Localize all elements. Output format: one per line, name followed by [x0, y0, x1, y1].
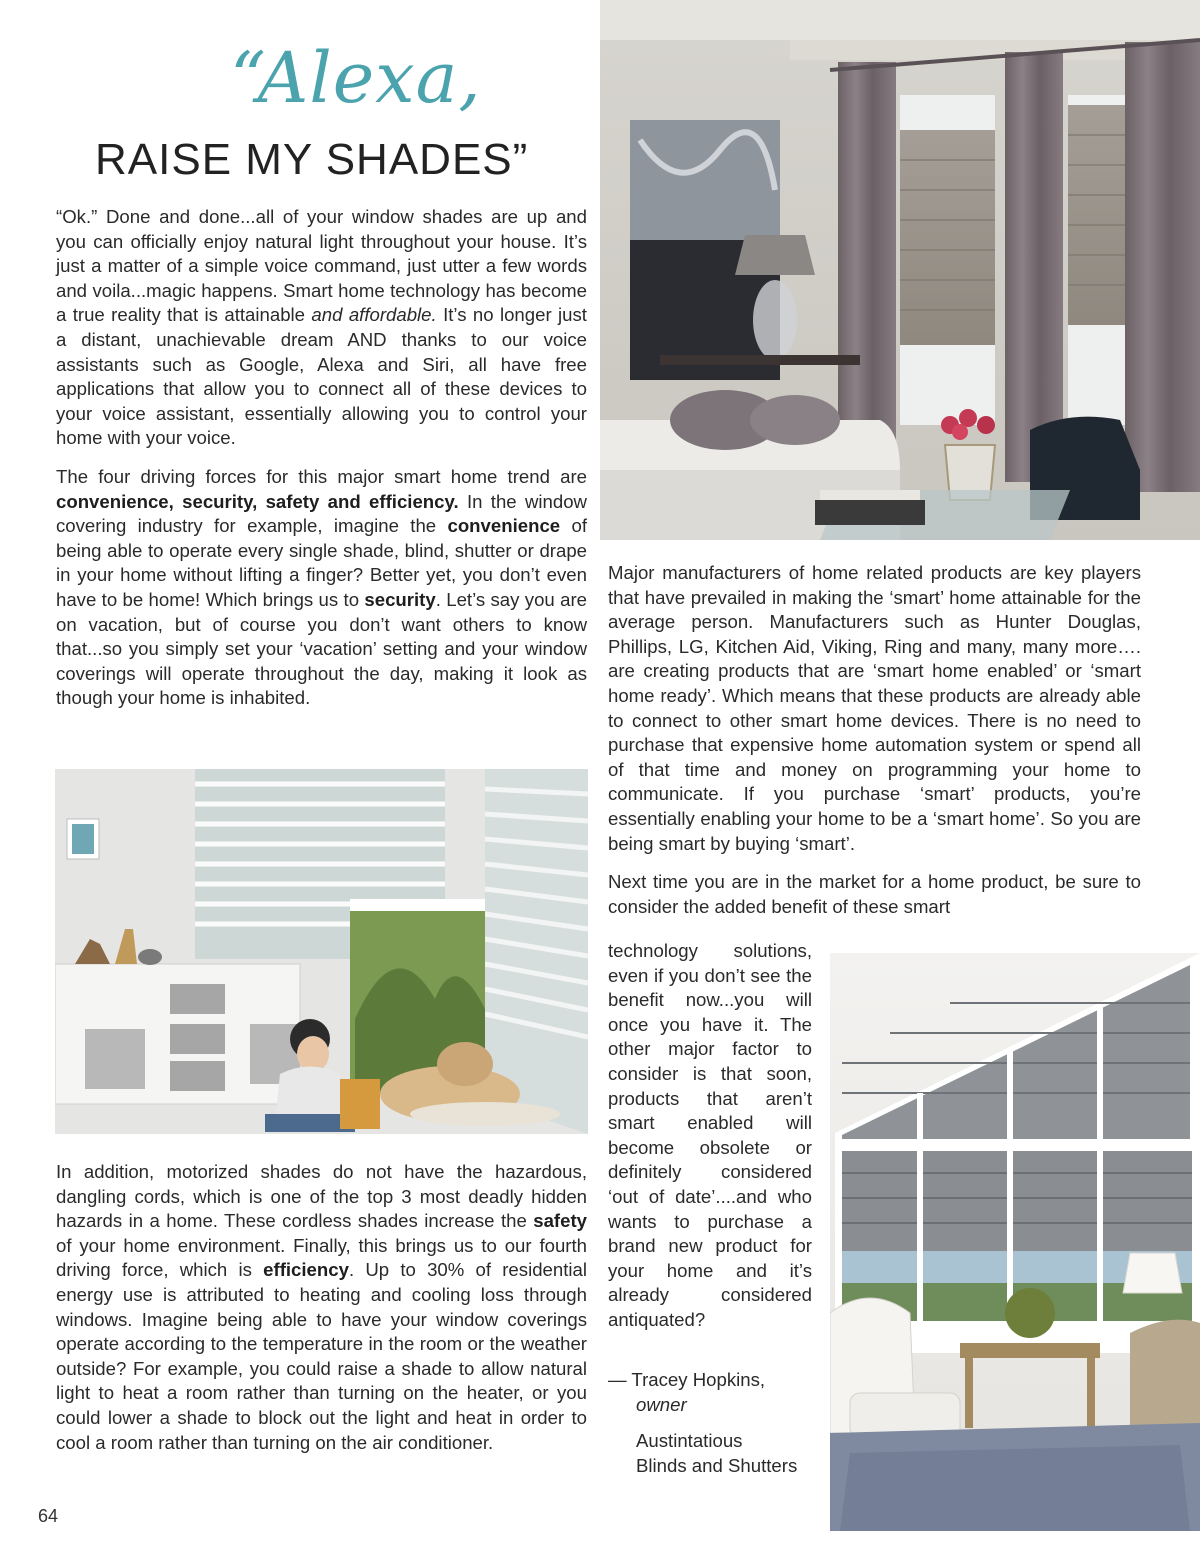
right-column-top-text	[608, 561, 1141, 919]
left-column-bottom-text	[56, 1160, 587, 1469]
safety-efficiency-paragraph: In addition, motorized shades do not have the hazardous, dangling cords, which is one of the top 3 most deadly hidden hazards in a home. These cordless shades increase the safety of your home environment. Finally, this brings us to our fourth driving force, which is efficiency. Up to 30% of residential energy use is attributed to heating and cooling loss through windows. Imagine being able to have your window coverings operate according to the temperature in the room or the weather outside? For example, you could raise a shade to allow natural light to heat a room rather than turning on the heater, or you could lower a shade to block out the light and heat in order to cool a room rather than turning on the air conditioner.	[56, 1161, 587, 1453]
vaulted-window-photo	[830, 953, 1200, 1531]
page-number: 64	[38, 1506, 59, 1526]
signature-company-line-1: Austintatious	[636, 1430, 743, 1452]
title-main: RAISE MY SHADES”	[95, 135, 529, 184]
next-time-paragraph-lead: Next time you are in the market for a home product, be sure to consider the added benefit of these smart	[608, 871, 1141, 917]
manufacturers-paragraph: Major manufacturers of home related products are key players that have prevailed in making the ‘smart’ home attainable for the average person. Manufacturers such as Hunter Douglas, Phillips, LG, Kitchen Aid, Viking, Ring and many, many more…. are creating products that are ‘smart home enabled’ or ‘smart home ready’. Which means that these products are already able to connect to other smart home devices. There is no need to purchase that expensive home automation system or spend all of that time and money on programming your home to communicate. If you purchase ‘smart’ products, you’re essentially enabling your home to be a ‘smart home’. So you are being smart by buying ‘smart’.	[608, 562, 1141, 854]
signature-role: owner	[636, 1393, 687, 1415]
intro-paragraph: “Ok.” Done and done...all of your window shades are up and you can officially enjoy natural light throughout your house. It’s just a matter of a simple voice command, just utter a few words and voila...magic happens. Smart home technology has become a true reality that is attainable and affordable. It’s no longer just a distant, unachievable dream AND thanks to our voice assistants such as Google, Alexa and Siri, all have free applications that allow you to connect all of these devices to your voice assistant, essentially allowing you to control your home with your voice.	[56, 206, 587, 449]
signature-name: — Tracey Hopkins,	[608, 1369, 766, 1390]
signature-company-line-2: Blinds and Shutters	[636, 1454, 798, 1476]
signature-block	[608, 1368, 828, 1478]
driving-forces-paragraph: The four driving forces for this major smart home trend are convenience, security, safety and efficiency. In the window covering industry for example, imagine the convenience of being able to operate every single shade, blind, shutter or drape in your home without lifting a finger? Better yet, you don’t even have to be home! Which brings us to security. Let’s say you are on vacation, but of course you don’t want others to know that...so you simply set your ‘vacation’ setting and your window coverings will operate throughout the day, making it look as though your home is inhabited.	[56, 465, 587, 709]
playroom-photo	[55, 769, 588, 1134]
title-script: “Alexa,	[230, 37, 482, 119]
living-room-photo	[600, 0, 1200, 540]
right-column-narrow-text	[608, 939, 812, 1347]
left-column-top-text	[56, 205, 587, 725]
next-time-paragraph-rest: technology solutions, even if you don’t see the benefit now...you will once you have it. The other major factor to consider is that soon, products that aren’t smart enabled will become obsolete or definitely considered ‘out of date’....and who wants to purchase a brand new product for your home and it’s already considered antiquated?	[608, 940, 812, 1330]
